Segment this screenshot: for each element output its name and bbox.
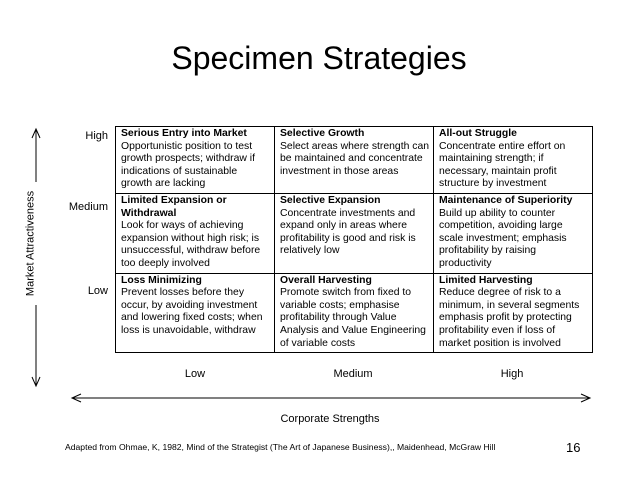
- matrix-cell: [116, 127, 275, 194]
- matrix-cell: [434, 273, 593, 353]
- cell-title: Limited Expansion or Withdrawal: [121, 194, 227, 219]
- row-label-low: Low: [87, 285, 108, 297]
- matrix-cell: [116, 273, 275, 353]
- cell-body: Promote switch from fixed to variable costs; emphasise profitability through Value Analysis and Value Engineering of variable costs: [280, 287, 426, 349]
- column-label-low: Low: [184, 368, 206, 380]
- matrix-row-medium: [116, 193, 593, 273]
- page-number: 16: [566, 440, 581, 455]
- cell-title: Loss Minimizing: [121, 274, 202, 286]
- horizontal-axis-label: Corporate Strengths: [280, 413, 380, 425]
- matrix-row-high: [116, 127, 593, 194]
- row-label-high: High: [85, 130, 108, 142]
- cell-body: Build up ability to counter competition, avoiding large scale investment; emphasis profitability by raising productivity: [439, 207, 567, 269]
- matrix-cell: [275, 193, 434, 273]
- cell-title: Maintenance of Superiority: [439, 194, 573, 206]
- matrix-cell: [434, 193, 593, 273]
- cell-body: Reduce degree of risk to a minimum, in several segments emphasis profit by protecting profitability even if loss of market position is involved: [439, 287, 580, 349]
- column-label-high: High: [500, 368, 524, 380]
- cell-title: Serious Entry into Market: [121, 128, 247, 139]
- vertical-axis-label-text: Market Attractiveness: [24, 190, 37, 297]
- matrix-row-low: [116, 273, 593, 353]
- cell-title: Overall Harvesting: [280, 274, 372, 286]
- source-footnote: Adapted from Ohmae, K, 1982, Mind of the Strategist (The Art of Japanese Business),, Maidenhead, McGraw Hill: [65, 442, 496, 452]
- cell-title: All-out Struggle: [439, 128, 517, 139]
- matrix-cell: [275, 127, 434, 194]
- cell-title: Selective Expansion: [280, 194, 381, 206]
- row-label-medium: Medium: [68, 201, 108, 213]
- column-label-medium: Medium: [333, 368, 373, 380]
- matrix-cell: [116, 193, 275, 273]
- strategy-matrix: [115, 126, 593, 353]
- matrix-cell: [275, 273, 434, 353]
- cell-body: Look for ways of achieving expansion without high risk; is unsuccessful, withdraw before too deeply involved: [121, 220, 261, 269]
- cell-body: Concentrate entire effort on maintaining strength; if necessary, maintain profit structure by investment: [439, 140, 566, 190]
- cell-title: Selective Growth: [280, 128, 365, 139]
- slide-title: Specimen Strategies: [171, 40, 467, 76]
- cell-title: Limited Harvesting: [439, 274, 533, 286]
- matrix-cell: [434, 127, 593, 194]
- cell-body: Select areas where strength can be maintained and concentrate investment in those areas: [280, 140, 430, 177]
- cell-body: Prevent losses before they occur, by avoiding investment and lowering fixed costs; when loss is unavoidable, withdraw: [121, 287, 263, 336]
- cell-body: Concentrate investments and expand only in areas where profitability is good and risk is relatively low: [280, 207, 416, 257]
- cell-body: Opportunistic position to test growth prospects; withdraw if indications of sustainable growth are lacking: [121, 140, 255, 190]
